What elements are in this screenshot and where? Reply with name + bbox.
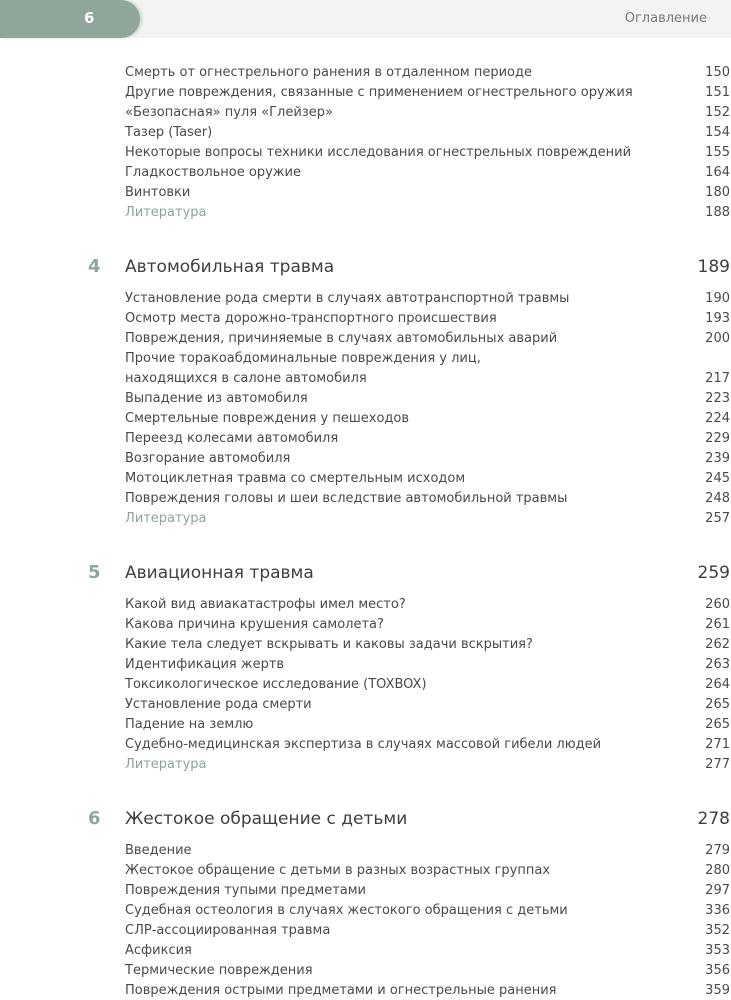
toc-entry-title: Повреждения острыми предметами и огнестрельные ранения bbox=[125, 983, 557, 998]
chapter-number: 4 bbox=[88, 256, 101, 277]
toc-entry-title: Некоторые вопросы техники исследования огнестрельных повреждений bbox=[125, 145, 632, 160]
chapter-title: Авиационная травма bbox=[125, 563, 314, 583]
toc-entry-page: 152 bbox=[705, 105, 730, 120]
toc-entry-title: Повреждения тупыми предметами bbox=[125, 883, 366, 898]
toc-entry-page: 277 bbox=[705, 757, 730, 772]
toc-entry-page: 150 bbox=[705, 65, 730, 80]
toc-entry-page: 353 bbox=[705, 943, 730, 958]
toc-entry-title: Мотоциклетная травма со смертельным исходом bbox=[125, 471, 466, 486]
toc-entry-page: 239 bbox=[705, 451, 730, 466]
toc-entry-title: Судебно-медицинская экспертиза в случаях массовой гибели людей bbox=[125, 737, 602, 752]
toc-entry-page: 188 bbox=[705, 205, 730, 220]
chapter-title: Жестокое обращение с детьми bbox=[125, 809, 408, 829]
toc-entry-page: 260 bbox=[705, 597, 730, 612]
toc-entry-title: Литература bbox=[125, 757, 207, 772]
toc-entry-page: 271 bbox=[705, 737, 730, 752]
toc-entry-title: СЛР-ассоциированная травма bbox=[125, 923, 331, 938]
toc-entry-title: Идентификация жертв bbox=[125, 657, 285, 672]
toc-entry-page: 257 bbox=[705, 511, 730, 526]
toc-entry-title: Переезд колесами автомобиля bbox=[125, 431, 339, 446]
toc-entry-page: 217 bbox=[705, 371, 730, 386]
chapter-number: 6 bbox=[88, 808, 101, 829]
toc-entry-title: Какие тела следует вскрывать и каковы задачи вскрытия? bbox=[125, 637, 533, 652]
page-number: 6 bbox=[84, 9, 95, 27]
toc-entry-page: 262 bbox=[705, 637, 730, 652]
toc-entry-page: 352 bbox=[705, 923, 730, 938]
toc-entry-page: 280 bbox=[705, 863, 730, 878]
toc-entry-title: Другие повреждения, связанные с применением огнестрельного оружия bbox=[125, 85, 633, 100]
toc-entry-page: 180 bbox=[705, 185, 730, 200]
toc-entry-title: Какой вид авиакатастрофы имел место? bbox=[125, 597, 406, 612]
toc-entry-page: 263 bbox=[705, 657, 730, 672]
toc-entry-title: Возгорание автомобиля bbox=[125, 451, 291, 466]
toc-entry-title: Смерть от огнестрельного ранения в отдаленном периоде bbox=[125, 65, 532, 80]
running-title: Оглавление bbox=[624, 11, 707, 26]
toc-entry-page: 265 bbox=[705, 697, 730, 712]
chapter-page: 259 bbox=[697, 563, 730, 583]
toc-entry-page: 224 bbox=[705, 411, 730, 426]
toc-entry-title: Судебная остеология в случаях жестокого обращения с детьми bbox=[125, 903, 568, 918]
toc-entry-title: Осмотр места дорожно-транспортного происшествия bbox=[125, 311, 497, 326]
toc-entry-title: находящихся в салоне автомобиля bbox=[125, 371, 367, 386]
toc-entry-title: Литература bbox=[125, 205, 207, 220]
toc-entry-page: 336 bbox=[705, 903, 730, 918]
toc-entry-title: «Безопасная» пуля «Глейзер» bbox=[125, 105, 333, 120]
toc-entry-title: Падение на землю bbox=[125, 717, 254, 732]
toc-entry-title: Асфиксия bbox=[125, 943, 192, 958]
toc-entry-page: 359 bbox=[705, 983, 730, 998]
toc-entry-title: Гладкоствольное оружие bbox=[125, 165, 301, 180]
page-number-tab bbox=[0, 0, 140, 38]
toc-entry-title: Повреждения, причиняемые в случаях автомобильных аварий bbox=[125, 331, 558, 346]
toc-entry-page: 155 bbox=[705, 145, 730, 160]
toc-entry-title: Термические повреждения bbox=[125, 963, 313, 978]
toc-entry-title: Жестокое обращение с детьми в разных возрастных группах bbox=[125, 863, 551, 878]
chapter-page: 278 bbox=[697, 809, 730, 829]
toc-entry-page: 164 bbox=[705, 165, 730, 180]
toc-entry-page: 190 bbox=[705, 291, 730, 306]
chapter-page: 189 bbox=[697, 257, 730, 277]
toc-entry-title: Выпадение из автомобиля bbox=[125, 391, 308, 406]
toc-entry-title: Прочие торакоабдоминальные повреждения у лиц, bbox=[125, 351, 481, 366]
chapter-title: Автомобильная травма bbox=[125, 257, 335, 277]
toc-entry-title: Какова причина крушения самолета? bbox=[125, 617, 384, 632]
toc-entry-page: 200 bbox=[705, 331, 730, 346]
toc-entry-page: 229 bbox=[705, 431, 730, 446]
toc-entry-page: 265 bbox=[705, 717, 730, 732]
toc-entry-page: 297 bbox=[705, 883, 730, 898]
toc-entry-page: 193 bbox=[705, 311, 730, 326]
toc-entry-title: Токсикологическое исследование (TOXBOX) bbox=[125, 677, 427, 692]
toc-entry-page: 279 bbox=[705, 843, 730, 858]
chapter-number: 5 bbox=[88, 562, 101, 583]
toc-entry-title: Повреждения головы и шеи вследствие автомобильной травмы bbox=[125, 491, 568, 506]
toc-entry-title: Литература bbox=[125, 511, 207, 526]
toc-entry-page: 264 bbox=[705, 677, 730, 692]
toc-entry-page: 248 bbox=[705, 491, 730, 506]
toc-entry-title: Установление рода смерти bbox=[125, 697, 312, 712]
toc-entry-page: 356 bbox=[705, 963, 730, 978]
toc-entry-page: 261 bbox=[705, 617, 730, 632]
toc-entry-page: 151 bbox=[705, 85, 730, 100]
toc-entry-title: Смертельные повреждения у пешеходов bbox=[125, 411, 410, 426]
toc-entry-page: 154 bbox=[705, 125, 730, 140]
toc-entry-title: Тазер (Taser) bbox=[125, 125, 213, 140]
toc-entry-page: 245 bbox=[705, 471, 730, 486]
toc-entry-title: Установление рода смерти в случаях автотранспортной травмы bbox=[125, 291, 570, 306]
toc-entry-title: Введение bbox=[125, 843, 192, 858]
toc-entry-title: Винтовки bbox=[125, 185, 191, 200]
toc-entry-page: 223 bbox=[705, 391, 730, 406]
